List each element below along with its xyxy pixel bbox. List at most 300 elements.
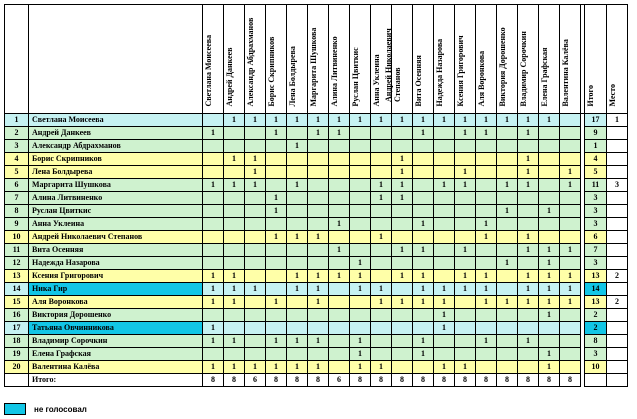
voter-header-cell	[518, 5, 539, 114]
voter-header-name: Александр Абдрахманов	[246, 17, 255, 107]
vote-cell	[329, 140, 350, 153]
voter-header-name: Руслан Цвиткис	[351, 47, 360, 107]
vote-cell	[329, 322, 350, 335]
vote-cell	[308, 179, 329, 192]
voter-header-cell	[539, 5, 560, 114]
row-number: 7	[5, 192, 29, 205]
table-row	[5, 257, 628, 270]
vote-cell	[434, 192, 455, 205]
table-row	[5, 166, 628, 179]
vote-cell	[329, 283, 350, 296]
vote-cell	[203, 244, 224, 257]
vote-cell	[434, 205, 455, 218]
vote-cell: 1	[455, 114, 476, 127]
vote-cell	[560, 218, 581, 231]
row-number: 14	[5, 283, 29, 296]
voter-header-cell	[329, 5, 350, 114]
vote-cell: 1	[413, 283, 434, 296]
vote-cell	[539, 166, 560, 179]
vote-cell: 1	[434, 114, 455, 127]
vote-cell	[371, 309, 392, 322]
vote-cell	[203, 231, 224, 244]
vote-cell	[245, 140, 266, 153]
row-name: Анна Уклеина	[29, 218, 203, 231]
vote-cell: 1	[434, 322, 455, 335]
totals-value: 8	[518, 374, 539, 387]
totals-value: 6	[329, 374, 350, 387]
vote-cell	[329, 231, 350, 244]
vote-cell	[224, 166, 245, 179]
vote-cell: 1	[455, 270, 476, 283]
vote-cell	[497, 231, 518, 244]
row-total: 3	[585, 218, 607, 231]
vote-cell	[476, 179, 497, 192]
row-name: Алина Литвиненко	[29, 192, 203, 205]
vote-cell	[392, 335, 413, 348]
row-total: 7	[585, 244, 607, 257]
vote-cell	[329, 335, 350, 348]
vote-cell	[518, 192, 539, 205]
row-place	[607, 205, 628, 218]
vote-cell	[434, 270, 455, 283]
vote-cell	[455, 296, 476, 309]
vote-cell	[245, 205, 266, 218]
voter-header-cell	[560, 5, 581, 114]
vote-cell	[560, 153, 581, 166]
vote-cell	[350, 309, 371, 322]
vote-cell: 1	[203, 335, 224, 348]
vote-cell	[455, 257, 476, 270]
vote-cell	[350, 192, 371, 205]
vote-cell: 1	[539, 296, 560, 309]
voter-header-cell	[287, 5, 308, 114]
row-name: Владимир Сорочкин	[29, 335, 203, 348]
vote-cell	[560, 231, 581, 244]
vote-cell	[518, 257, 539, 270]
vote-cell: 1	[476, 296, 497, 309]
totals-value: 8	[413, 374, 434, 387]
row-number: 12	[5, 257, 29, 270]
voter-header-name: Андрей Николаевич Степанов	[384, 28, 402, 102]
vote-cell: 1	[287, 231, 308, 244]
vote-cell	[476, 348, 497, 361]
vote-cell: 1	[539, 270, 560, 283]
vote-cell	[245, 322, 266, 335]
legend-swatch	[4, 403, 26, 415]
vote-cell	[455, 205, 476, 218]
totals-value: 8	[455, 374, 476, 387]
vote-cell: 1	[392, 192, 413, 205]
row-number: 20	[5, 361, 29, 374]
vote-cell	[287, 218, 308, 231]
vote-cell	[371, 153, 392, 166]
vote-cell: 1	[539, 114, 560, 127]
vote-cell	[371, 205, 392, 218]
totals-number-cell	[5, 374, 29, 387]
row-place: 1	[607, 114, 628, 127]
vote-cell	[350, 140, 371, 153]
vote-cell	[539, 322, 560, 335]
vote-cell	[224, 205, 245, 218]
vote-cell	[245, 270, 266, 283]
vote-cell	[266, 166, 287, 179]
vote-cell: 1	[518, 231, 539, 244]
vote-cell	[455, 335, 476, 348]
vote-cell	[266, 270, 287, 283]
vote-cell: 1	[476, 231, 497, 244]
vote-cell	[308, 309, 329, 322]
row-place: 2	[607, 270, 628, 283]
vote-cell: 1	[476, 283, 497, 296]
vote-cell: 1	[350, 270, 371, 283]
vote-cell	[245, 348, 266, 361]
table-header	[5, 5, 628, 114]
row-total: 14	[585, 283, 607, 296]
table-row	[5, 179, 628, 192]
vote-cell	[350, 153, 371, 166]
voter-header-cell	[245, 5, 266, 114]
vote-cell	[560, 322, 581, 335]
row-place	[607, 244, 628, 257]
voter-header-wrap	[350, 5, 370, 113]
row-total: 2	[585, 322, 607, 335]
row-total: 11	[585, 179, 607, 192]
row-name: Александр Абдрахманов	[29, 140, 203, 153]
legend-label: не голосовал	[34, 404, 87, 414]
vote-cell	[560, 205, 581, 218]
vote-cell	[539, 231, 560, 244]
vote-cell	[455, 192, 476, 205]
vote-cell: 1	[539, 361, 560, 374]
vote-cell	[350, 179, 371, 192]
row-total: 3	[585, 348, 607, 361]
vote-cell: 1	[434, 361, 455, 374]
header-name-cell	[29, 5, 203, 114]
vote-cell	[266, 322, 287, 335]
vote-cell	[266, 179, 287, 192]
vote-cell	[455, 348, 476, 361]
vote-cell: 1	[266, 335, 287, 348]
row-total: 17	[585, 114, 607, 127]
vote-cell	[413, 257, 434, 270]
vote-cell	[560, 114, 581, 127]
vote-cell	[245, 244, 266, 257]
vote-cell	[287, 153, 308, 166]
vote-cell: 1	[413, 114, 434, 127]
totals-value: 8	[350, 374, 371, 387]
vote-cell: 1	[224, 114, 245, 127]
vote-cell: 1	[224, 296, 245, 309]
vote-cell: 1	[518, 114, 539, 127]
vote-cell	[203, 348, 224, 361]
vote-cell: 1	[518, 283, 539, 296]
vote-cell: 1	[371, 179, 392, 192]
voter-header-name: Валентина Калёва	[561, 39, 570, 107]
vote-cell: 1	[476, 218, 497, 231]
vote-cell: 1	[350, 257, 371, 270]
vote-cell	[224, 140, 245, 153]
vote-cell	[329, 192, 350, 205]
row-place	[607, 348, 628, 361]
vote-cell	[455, 322, 476, 335]
vote-cell: 1	[224, 335, 245, 348]
vote-cell	[329, 348, 350, 361]
vote-cell	[203, 205, 224, 218]
vote-cell: 1	[266, 205, 287, 218]
voter-header-wrap	[560, 5, 580, 113]
voter-header-wrap	[384, 5, 412, 113]
voter-header-name: Надежда Назарова	[435, 38, 444, 107]
vote-cell: 1	[287, 179, 308, 192]
vote-cell	[329, 166, 350, 179]
voter-header-cell	[413, 5, 434, 114]
vote-cell	[392, 283, 413, 296]
header-number-cell	[5, 5, 29, 114]
vote-cell: 1	[224, 283, 245, 296]
row-place	[607, 153, 628, 166]
vote-cell	[329, 309, 350, 322]
vote-cell	[413, 179, 434, 192]
totals-value: 8	[434, 374, 455, 387]
vote-cell	[518, 140, 539, 153]
row-number: 10	[5, 231, 29, 244]
row-total: 10	[585, 361, 607, 374]
vote-cell: 1	[392, 179, 413, 192]
vote-cell: 1	[455, 127, 476, 140]
vote-cell	[371, 244, 392, 257]
vote-cell: 1	[560, 244, 581, 257]
vote-cell: 1	[560, 179, 581, 192]
voter-header-wrap	[413, 5, 433, 113]
voter-header-wrap	[224, 5, 244, 113]
vote-cell	[518, 322, 539, 335]
vote-cell: 1	[434, 309, 455, 322]
row-total: 2	[585, 309, 607, 322]
vote-cell	[560, 348, 581, 361]
vote-cell: 1	[350, 348, 371, 361]
vote-cell	[224, 218, 245, 231]
totals-label: Итого:	[29, 374, 203, 387]
vote-cell: 1	[539, 257, 560, 270]
vote-cell: 1	[245, 166, 266, 179]
vote-cell	[308, 153, 329, 166]
totals-value: 8	[497, 374, 518, 387]
voter-header-name: Борис Скрипников	[267, 36, 276, 107]
vote-cell	[539, 335, 560, 348]
vote-cell	[203, 257, 224, 270]
vote-cell	[350, 166, 371, 179]
vote-cell: 1	[476, 335, 497, 348]
row-name: Светлана Моисеева	[29, 114, 203, 127]
vote-cell	[560, 127, 581, 140]
vote-cell	[518, 348, 539, 361]
row-name: Андрей Данкеев	[29, 127, 203, 140]
row-total: 9	[585, 127, 607, 140]
vote-cell	[371, 140, 392, 153]
vote-cell	[266, 218, 287, 231]
row-name: Виктория Дорошенко	[29, 309, 203, 322]
vote-cell	[497, 335, 518, 348]
table-row	[5, 231, 628, 244]
vote-cell	[539, 153, 560, 166]
voter-header-cell	[384, 5, 413, 114]
vote-cell: 1	[308, 361, 329, 374]
vote-cell: 1	[287, 361, 308, 374]
vote-cell: 1	[392, 296, 413, 309]
vote-cell	[308, 322, 329, 335]
place-header-cell	[607, 5, 628, 114]
vote-cell	[392, 309, 413, 322]
vote-cell: 1	[476, 114, 497, 127]
vote-cell	[245, 309, 266, 322]
row-total: 8	[585, 335, 607, 348]
vote-cell	[287, 296, 308, 309]
totals-value: 8	[560, 374, 581, 387]
voter-header-name: Ксения Григорович	[456, 35, 465, 107]
voter-header-wrap	[308, 5, 328, 113]
voter-header-cell	[455, 5, 476, 114]
vote-cell	[245, 296, 266, 309]
row-name: Надежда Назарова	[29, 257, 203, 270]
vote-cell: 1	[518, 127, 539, 140]
row-place	[607, 335, 628, 348]
vote-cell	[497, 361, 518, 374]
vote-cell	[371, 166, 392, 179]
vote-cell	[350, 296, 371, 309]
vote-cell	[476, 153, 497, 166]
totals-value: 8	[392, 374, 413, 387]
voter-header-cell	[497, 5, 518, 114]
vote-cell: 1	[350, 283, 371, 296]
vote-cell: 1	[497, 114, 518, 127]
vote-cell	[245, 127, 266, 140]
table-row	[5, 322, 628, 335]
vote-cell	[287, 127, 308, 140]
vote-cell	[497, 348, 518, 361]
vote-cell: 1	[308, 270, 329, 283]
vote-cell	[392, 205, 413, 218]
totals-value: 8	[224, 374, 245, 387]
row-name: Борис Скрипников	[29, 153, 203, 166]
vote-cell	[434, 244, 455, 257]
vote-cell: 1	[539, 283, 560, 296]
vote-cell: 1	[329, 127, 350, 140]
vote-cell	[560, 257, 581, 270]
vote-cell	[287, 166, 308, 179]
vote-cell	[350, 231, 371, 244]
vote-cell	[497, 283, 518, 296]
vote-cell	[245, 192, 266, 205]
vote-cell: 1	[287, 114, 308, 127]
vote-cell	[287, 348, 308, 361]
voter-header-cell	[224, 5, 245, 114]
totals-value: 8	[308, 374, 329, 387]
vote-cell	[413, 205, 434, 218]
row-place	[607, 166, 628, 179]
table-row	[5, 192, 628, 205]
row-total: 13	[585, 270, 607, 283]
vote-cell: 1	[350, 335, 371, 348]
vote-cell	[266, 309, 287, 322]
vote-cell: 1	[497, 205, 518, 218]
vote-cell	[560, 192, 581, 205]
vote-cell	[413, 322, 434, 335]
vote-cell	[434, 218, 455, 231]
vote-cell: 1	[308, 335, 329, 348]
vote-cell: 1	[371, 283, 392, 296]
row-total: 5	[585, 166, 607, 179]
vote-cell: 1	[392, 166, 413, 179]
voter-header-wrap	[539, 5, 559, 113]
vote-cell	[329, 205, 350, 218]
vote-cell	[539, 179, 560, 192]
vote-cell	[266, 140, 287, 153]
vote-cell	[308, 244, 329, 257]
vote-cell: 1	[203, 270, 224, 283]
voter-header-name: Владимир Сорочкин	[519, 31, 528, 107]
row-place	[607, 322, 628, 335]
vote-cell	[287, 309, 308, 322]
vote-cell	[350, 127, 371, 140]
vote-cell: 1	[203, 179, 224, 192]
vote-cell: 1	[266, 114, 287, 127]
row-total: 4	[585, 153, 607, 166]
vote-cell: 1	[245, 114, 266, 127]
vote-cell	[476, 361, 497, 374]
vote-cell: 1	[413, 296, 434, 309]
table-row	[5, 283, 628, 296]
vote-cell	[455, 140, 476, 153]
row-number: 13	[5, 270, 29, 283]
row-name: Елена Графская	[29, 348, 203, 361]
totals-value: 8	[203, 374, 224, 387]
vote-cell	[434, 140, 455, 153]
vote-cell: 1	[518, 335, 539, 348]
vote-cell: 1	[392, 244, 413, 257]
vote-cell: 1	[203, 127, 224, 140]
vote-cell: 1	[518, 270, 539, 283]
vote-cell: 1	[518, 179, 539, 192]
vote-cell: 1	[203, 361, 224, 374]
vote-cell	[392, 140, 413, 153]
vote-cell: 1	[224, 270, 245, 283]
table-row	[5, 114, 628, 127]
row-place	[607, 192, 628, 205]
vote-cell	[371, 218, 392, 231]
vote-cell: 1	[203, 296, 224, 309]
vote-cell	[392, 257, 413, 270]
table-row	[5, 127, 628, 140]
vote-cell: 1	[224, 153, 245, 166]
place-header-cell-wrap	[607, 5, 627, 113]
vote-cell	[329, 153, 350, 166]
row-number: 11	[5, 244, 29, 257]
vote-cell: 1	[392, 153, 413, 166]
row-number: 4	[5, 153, 29, 166]
vote-cell	[371, 348, 392, 361]
voter-header-name: Анна Уклеина	[372, 54, 381, 107]
voter-header-cell	[350, 5, 371, 114]
vote-cell: 1	[455, 244, 476, 257]
row-place	[607, 283, 628, 296]
row-number: 6	[5, 179, 29, 192]
vote-cell: 1	[308, 283, 329, 296]
vote-cell: 1	[434, 179, 455, 192]
vote-cell: 1	[413, 335, 434, 348]
row-number: 15	[5, 296, 29, 309]
row-name: Андрей Николаевич Степанов	[29, 231, 203, 244]
vote-cell	[329, 179, 350, 192]
